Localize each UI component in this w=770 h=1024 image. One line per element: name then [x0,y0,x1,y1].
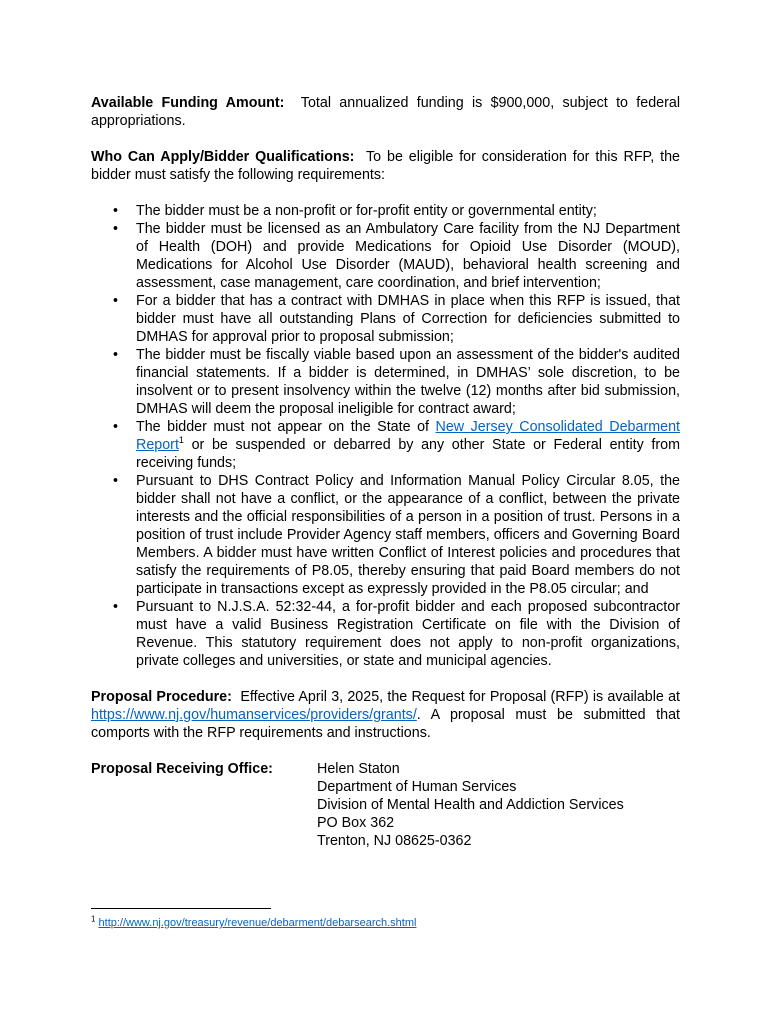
list-item-text: Pursuant to DHS Contract Policy and Information Manual Policy Circular 8.05, the bidder shall not have a conflict, or the appearance of a conflict, between the private interests and the official responsibilities of a person in a position of trust. Persons in a position of trust include Provider Agency staff members, officers and Governing Board Members. A bidder must have written Conflict of Interest policies and procedures that satisfy the requirements of P8.05, thereby ensuring that paid Board members do not participate in transactions except as expressly provided in the P8.05 circular; and [136,473,680,597]
list-item [91,346,680,418]
funding-text: Total annualized funding is $900,000, subject to federal appropriations. [91,95,681,129]
footnote-link[interactable]: http://www.nj.gov/treasury/revenue/debarment/debarsearch.shtml [98,917,417,929]
funding-paragraph [91,94,680,130]
procedure-text-before: Effective April 3, 2025, the Request for Proposal (RFP) is available at [240,689,681,705]
footnote-divider [91,908,271,909]
list-item [91,202,680,220]
procedure-paragraph [91,688,680,742]
office-po-box: PO Box 362 [317,815,395,831]
bullet-icon: • [113,221,119,237]
list-item [91,292,680,346]
qualifications-label: Who Can Apply/Bidder Qualifications: [91,149,355,165]
office-city: Trenton, NJ 08625-0362 [317,833,472,849]
list-item-text: The bidder must be fiscally viable based upon an assessment of the bidder's audited financial statements. If a bidder is determined, in DMHAS’ sole discretion, to be insolvent or to present insolvency within the twelve (12) months after bid submission, DMHAS will deem the proposal ineligible for contract award; [136,347,680,417]
list-item-text: Pursuant to N.J.S.A. 52:32-44, a for-profit bidder and each proposed subcontractor must have a valid Business Registration Certificate on file with the Division of Revenue. This statutory requirement does not apply to non-profit organizations, private colleges and universities, or state and municipal agencies. [136,599,680,669]
debarment-text-after: or be suspended or debarred by any other State or Federal entity from receiving funds; [136,437,680,471]
list-item [91,220,680,292]
footnote [91,916,416,930]
procedure-text-after: . A proposal must be submitted that comports with the RFP requirements and instructions. [91,707,680,741]
office-division: Division of Mental Health and Addiction Services [317,797,624,813]
list-item-text: The bidder must be a non-profit or for-profit entity or governmental entity; [136,203,597,219]
bullet-icon: • [113,203,119,219]
debarment-report-link[interactable]: New Jersey Consolidated Debarment Report [136,419,680,453]
list-item [91,598,680,670]
office-label: Proposal Receiving Office: [91,761,273,777]
bullet-icon: • [113,599,119,615]
debarment-text-before: The bidder must not appear on the State of [136,419,436,435]
document-page [91,94,680,850]
qualifications-paragraph [91,148,680,184]
bullet-icon: • [113,419,119,435]
funding-label: Available Funding Amount: [91,95,285,111]
receiving-office [91,760,680,850]
list-item-debarment [91,418,680,472]
list-item-text: The bidder must be licensed as an Ambulatory Care facility from the NJ Department of Health (DOH) and provide Medications for Opioid Use Disorder (MOUD), Medications for Alcohol Use Disorder (MAUD), behavioral health screening and assessment, case management, care coordination, and brief intervention; [136,221,680,291]
list-item [91,472,680,598]
grants-link[interactable]: https://www.nj.gov/humanservices/providers/grants/ [91,707,417,723]
bullet-icon: • [113,347,119,363]
office-address [317,760,624,850]
list-item-text: For a bidder that has a contract with DMHAS in place when this RFP is issued, that bidder must have all outstanding Plans of Correction for deficiencies submitted to DMHAS for approval prior to proposal submission; [136,293,680,345]
requirements-list [91,202,680,670]
footnote-number: 1 [91,914,96,924]
qualifications-intro: To be eligible for consideration for this RFP, the bidder must satisfy the following requirements: [91,149,681,183]
bullet-icon: • [113,293,119,309]
footnote-reference: 1 [178,435,184,446]
office-contact-name: Helen Staton [317,761,400,777]
procedure-label: Proposal Procedure: [91,689,232,705]
office-department: Department of Human Services [317,779,517,795]
bullet-icon: • [113,473,119,489]
